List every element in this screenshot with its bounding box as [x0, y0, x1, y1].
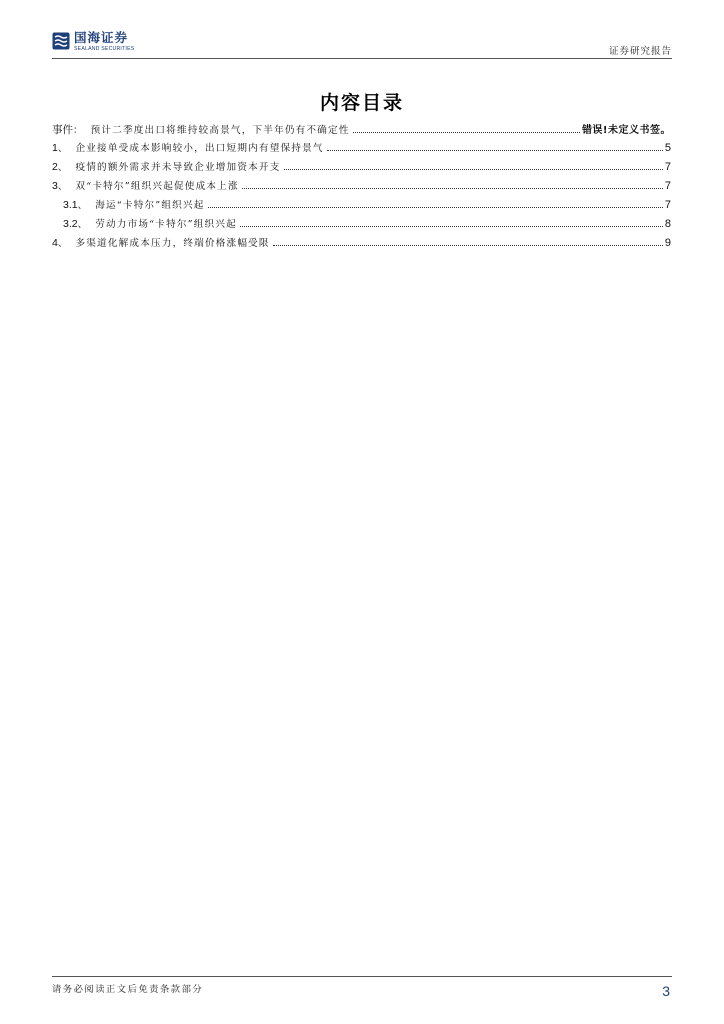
table-of-contents: [52, 121, 671, 254]
toc-entry-number: 事件: [52, 124, 73, 136]
toc-entry-3-1[interactable]: [52, 197, 671, 216]
page-header: [52, 30, 672, 59]
sealand-logo-icon: [52, 32, 70, 50]
toc-entry-text: 疫情的额外需求并未导致企业增加资本开支: [75, 162, 281, 173]
toc-entry-separator: 、: [77, 200, 88, 211]
toc-entry-text: 多渠道化解成本压力，终端价格涨幅受限: [75, 238, 270, 249]
toc-entry-page: 错误!未定义书签。: [581, 125, 671, 136]
toc-leader-dots: [353, 131, 580, 133]
toc-entry-page: 7: [664, 180, 671, 192]
disclaimer-note: 请务必阅读正文后免责条款部分: [52, 984, 204, 995]
logo-text: [74, 32, 134, 52]
toc-leader-dots: [273, 244, 663, 246]
toc-entry-separator: 、: [57, 143, 68, 154]
toc-leader-dots: [327, 149, 663, 151]
toc-entry-separator: 、: [57, 162, 68, 173]
toc-entry-page: 5: [664, 142, 671, 154]
report-type-label: 证券研究报告: [608, 46, 672, 57]
toc-leader-dots: [240, 225, 663, 227]
toc-entry-separator: 、: [57, 238, 68, 249]
toc-leader-dots: [208, 206, 663, 208]
toc-entry-number: 4: [52, 237, 58, 249]
page-footer: [52, 976, 672, 999]
toc-entry-3-2[interactable]: [52, 216, 671, 235]
toc-entry-text: 海运“卡特尔”组织兴起: [95, 200, 205, 211]
toc-entry-event[interactable]: [52, 121, 671, 140]
toc-leader-dots: [242, 187, 663, 189]
toc-entry-4[interactable]: [52, 235, 671, 254]
toc-entry-text: 企业接单受成本影响较小，出口短期内有望保持景气: [75, 143, 324, 154]
toc-entry-page: 7: [664, 161, 671, 173]
company-logo: [52, 32, 134, 52]
logo-english-name: SEALAND SECURITIES: [74, 45, 135, 52]
toc-entry-number: 3: [52, 180, 58, 192]
page-number: 3: [662, 983, 670, 999]
toc-entry-number: 2: [52, 161, 58, 173]
toc-entry-separator: 、: [57, 181, 68, 192]
toc-entry-number: 3.2: [63, 218, 78, 230]
toc-leader-dots: [284, 168, 663, 170]
toc-entry-separator: 、: [77, 219, 88, 230]
toc-entry-page: 9: [664, 237, 671, 249]
toc-entry-separator: ：: [73, 125, 83, 136]
toc-entry-number: 1: [52, 142, 58, 154]
toc-entry-page: 7: [664, 199, 671, 211]
toc-entry-number: 3.1: [63, 199, 78, 211]
toc-entry-text: 劳动力市场“卡特尔”组织兴起: [95, 219, 237, 230]
toc-title: 内容目录: [319, 92, 404, 114]
toc-entry-2[interactable]: [52, 159, 671, 178]
toc-entry-page: 8: [664, 218, 671, 230]
toc-entry-text: 预计二季度出口将维持较高景气，下半年仍有不确定性: [90, 125, 350, 136]
logo-chinese-name: 国海证券: [74, 30, 129, 45]
toc-entry-text: 双“卡特尔”组织兴起促使成本上涨: [75, 181, 239, 192]
toc-entry-1[interactable]: [52, 140, 671, 159]
toc-entry-3[interactable]: [52, 178, 671, 197]
